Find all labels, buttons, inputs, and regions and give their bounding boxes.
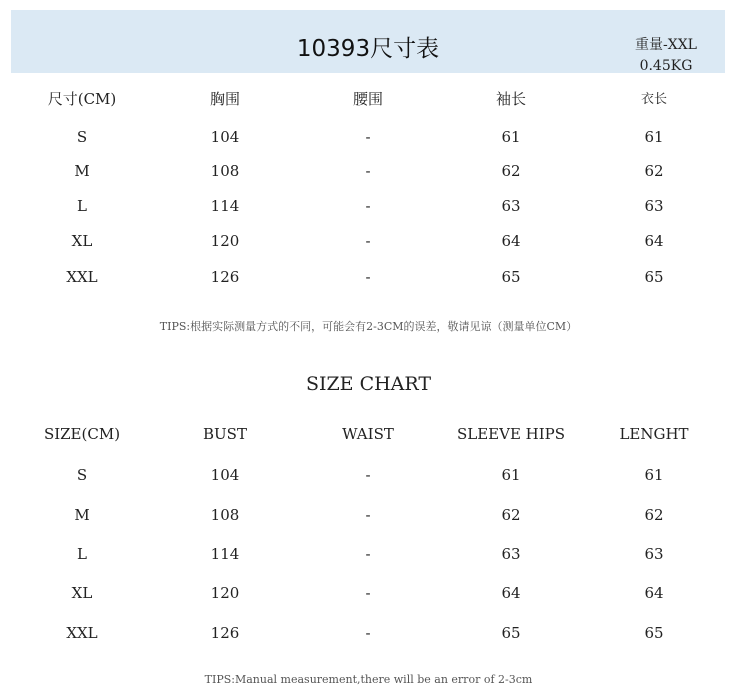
tips-en: TIPS:Manual measurement,there will be an error of 2-3cm xyxy=(204,673,533,686)
cell-bust: 104 xyxy=(210,466,240,484)
cell-sleeve: 62 xyxy=(501,506,521,524)
cell-waist: - xyxy=(365,162,371,180)
cell-sleeve: 64 xyxy=(501,232,521,250)
cell-bust: 120 xyxy=(210,232,240,250)
cell-length: 61 xyxy=(644,466,664,484)
cell-bust: 126 xyxy=(210,624,240,642)
cell-length: 65 xyxy=(644,624,664,642)
header-sleeve: 袖长 xyxy=(495,90,526,108)
cell-sleeve: 63 xyxy=(501,197,521,215)
cell-size: XL xyxy=(71,584,93,602)
cell-sleeve: 61 xyxy=(501,128,521,146)
cell-bust: 120 xyxy=(210,584,240,602)
weight-line-2: 0.45KG xyxy=(639,58,693,74)
header-bust: 胸围 xyxy=(209,90,240,108)
cell-bust: 114 xyxy=(210,197,240,215)
header-banner xyxy=(11,10,725,73)
tips-cn: TIPS:根据实际测量方式的不同，可能会有2-3CM的误差，敬请见谅（测量单位CM） xyxy=(159,320,578,333)
cell-length: 62 xyxy=(644,506,664,524)
cell-length: 61 xyxy=(644,128,664,146)
page-title: 10393尺寸表 xyxy=(296,36,440,62)
cell-size: S xyxy=(76,128,88,146)
cell-size: M xyxy=(74,162,90,180)
cell-waist: - xyxy=(365,268,371,286)
cell-bust: 108 xyxy=(210,506,240,524)
cell-length: 62 xyxy=(644,162,664,180)
cell-length: 64 xyxy=(644,584,664,602)
size-chart-title: SIZE CHART xyxy=(305,373,432,395)
cell-sleeve: 63 xyxy=(501,545,521,563)
cell-waist: - xyxy=(365,197,371,215)
cell-size: S xyxy=(76,466,88,484)
cell-waist: - xyxy=(365,584,371,602)
cell-length: 63 xyxy=(644,197,664,215)
cell-size: L xyxy=(77,197,87,215)
cell-size: M xyxy=(74,506,90,524)
cell-waist: - xyxy=(365,128,371,146)
cell-sleeve: 61 xyxy=(501,466,521,484)
cell-waist: - xyxy=(365,624,371,642)
cell-bust: 104 xyxy=(210,128,240,146)
header-waist: WAIST xyxy=(342,425,394,443)
cell-bust: 114 xyxy=(210,545,240,563)
header-waist: 腰围 xyxy=(352,90,383,108)
cell-bust: 126 xyxy=(210,268,240,286)
header-sleeve: SLEEVE HIPS xyxy=(456,425,566,443)
cell-sleeve: 65 xyxy=(501,624,521,642)
cell-size: L xyxy=(77,545,87,563)
cell-sleeve: 65 xyxy=(501,268,521,286)
cell-size: XXL xyxy=(66,268,98,286)
cell-sleeve: 62 xyxy=(501,162,521,180)
cell-size: XXL xyxy=(66,624,98,642)
weight-info xyxy=(606,35,726,77)
header-bust: BUST xyxy=(203,425,247,443)
cell-length: 65 xyxy=(644,268,664,286)
cell-waist: - xyxy=(365,232,371,250)
cell-bust: 108 xyxy=(210,162,240,180)
header-size: 尺寸(CM) xyxy=(47,90,117,108)
cell-waist: - xyxy=(365,506,371,524)
cell-length: 64 xyxy=(644,232,664,250)
cell-size: XL xyxy=(71,232,93,250)
weight-line-1: 重量-XXL xyxy=(635,37,697,53)
header-size: SIZE(CM) xyxy=(43,425,121,443)
cell-sleeve: 64 xyxy=(501,584,521,602)
cell-length: 63 xyxy=(644,545,664,563)
cell-waist: - xyxy=(365,545,371,563)
header-length: LENGHT xyxy=(619,425,689,443)
cell-waist: - xyxy=(365,466,371,484)
header-length: 衣长 xyxy=(640,92,667,107)
